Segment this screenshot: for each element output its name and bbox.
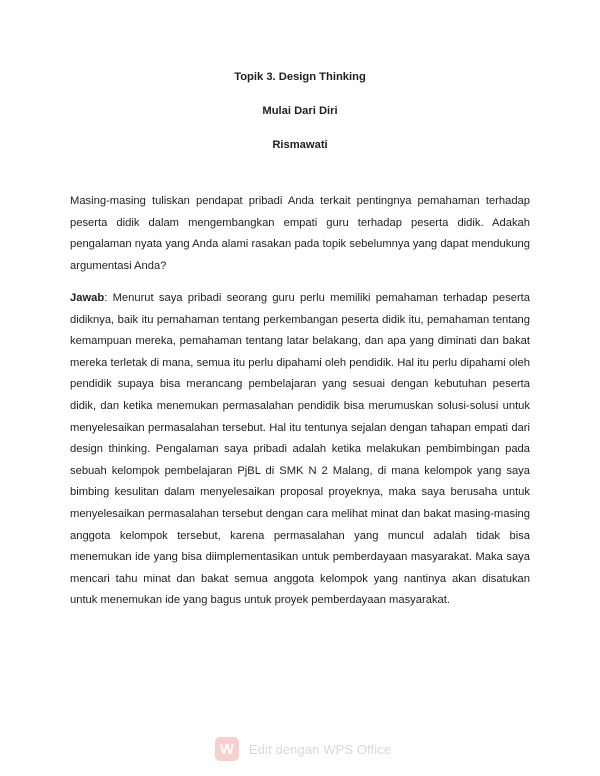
answer-text: : Menurut saya pribadi seorang guru perlu memiliki pemahaman terhadap peserta didiknya, baik itu pemahaman tentang perkembangan peserta didik itu, pemahaman tentang kemampuan mereka, pemahaman tentang latar belakang, dan apa yang diminati dan bakat mereka terletak di mana, semua itu perlu dipahami oleh pendidik. Hal itu perlu dipahami oleh pendidik supaya bisa merancang pembelajaran yang sesuai dengan kebutuhan peserta didik, dan ketika menemukan permasalahan pendidik bisa merumuskan solusi-solusi untuk menyelesaikan permasalahan tersebut. Hal itu tentunya sejalan dengan tahapan empati dari design thinking. Pengalaman saya pribadi adalah ketika melakukan pembimbingan pada sebuah kelompok pembelajaran PjBL di SMK N 2 Malang, di mana kelompok yang saya bimbing kesulitan dalam menyelesaikan proposal proyeknya, maka saya berusaha untuk menyelesaikan permasalahan tersebut dengan cara melihat minat dan bakat masing-masing anggota kelompok tersebut, karena permasalahan yang muncul adalah tidak bisa menemukan ide yang bisa diimplementasikan untuk pemberdayaan masyarakat. Maka saya mencari tahu minat dan bakat semua anggota kelompok yang nantinya akan disatukan untuk menemukan ide yang bagus untuk proyek pemberdayaan masyarakat.: [70, 292, 530, 607]
subtitle: Mulai Dari Diri: [262, 105, 338, 117]
wps-badge-text: Edit dengan WPS Office: [249, 741, 392, 757]
author-name: Rismawati: [272, 139, 328, 151]
question-paragraph: Masing-masing tuliskan pendapat pribadi Anda terkait pentingnya pemahaman terhadap peserta didik dalam mengembangkan empati guru terhadap peserta didik. Adakah pengalaman nyata yang Anda alami rasakan pada topik sebelumnya yang dapat mendukung argumentasi Anda?: [70, 195, 530, 272]
topic-title: Topik 3. Design Thinking: [234, 71, 366, 83]
answer-label: Jawab: [70, 292, 105, 304]
answer-paragraph: [70, 288, 530, 612]
wps-edit-badge[interactable]: [215, 734, 391, 764]
wps-logo-icon: W: [215, 737, 239, 761]
